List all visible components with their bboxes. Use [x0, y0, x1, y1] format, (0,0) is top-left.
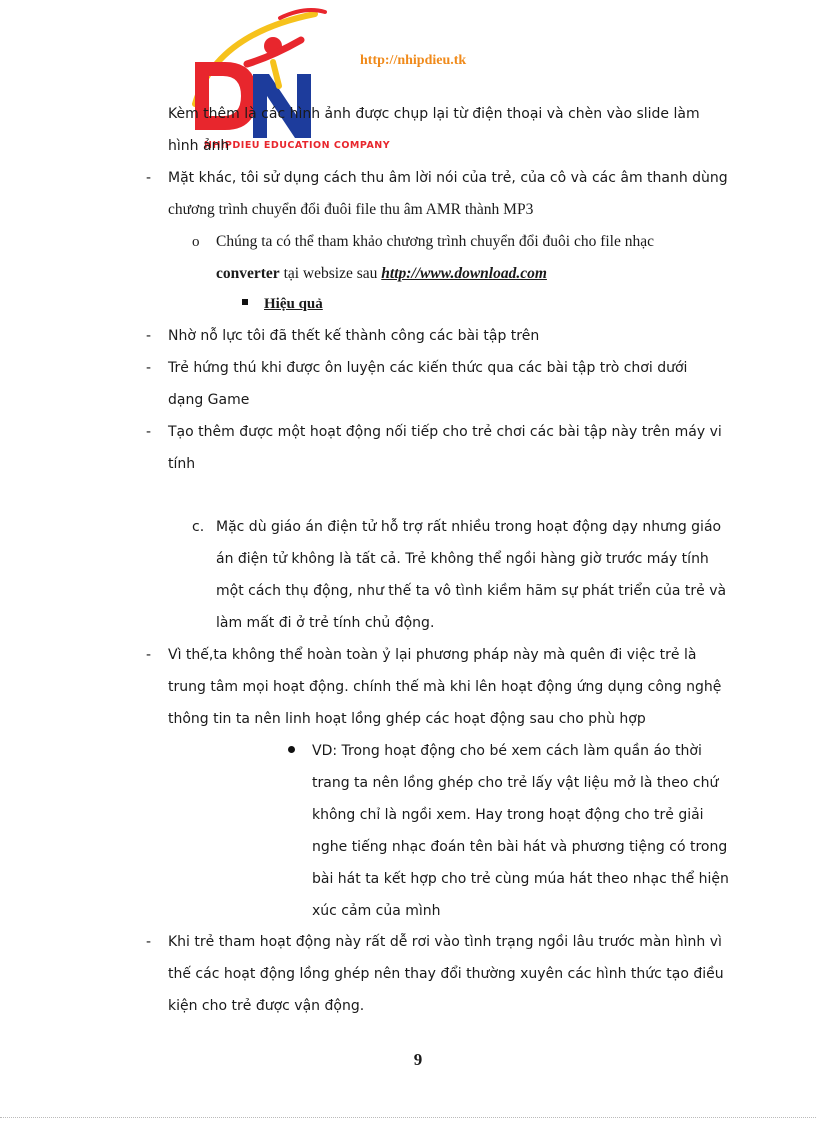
effect-2-line-1: Trẻ hứng thú khi được ôn luyện các kiến thức qua các bài tập trò chơi dưới	[168, 360, 688, 376]
footer-divider	[0, 1117, 816, 1118]
converter-bold: converter	[216, 265, 280, 282]
last-line-3: kiện cho trẻ được vận động.	[168, 998, 365, 1014]
logo-caption: NHIPDIEU EDUCATION COMPANY	[204, 140, 391, 151]
page-number: 9	[413, 1050, 423, 1069]
intro-line-2: hình ảnh	[168, 138, 230, 154]
point-c-line-4: làm mất đi ở trẻ tính chủ động.	[216, 615, 435, 631]
point-c-line-3: một cách thụ động, như thế ta vô tình kiềm hãm sự phát triển của trẻ và	[216, 583, 727, 599]
therefore-line-2: trung tâm mọi hoạt động. chính thế mà khi lên hoạt động ứng dụng công nghệ	[168, 679, 722, 695]
point-c-line-2: án điện tử không là tất cả. Trẻ không thể ngồi hàng giờ trước máy tính	[216, 551, 709, 567]
therefore-line-3: thông tin ta nên linh hoạt lồng ghép các hoạt động sau cho phù hợp	[168, 711, 646, 727]
converter-line-1: Chúng ta có thể tham khảo chương trình chuyển đổi đuôi cho file nhạc	[216, 233, 655, 250]
heading-effect: Hiệu quả	[264, 296, 323, 312]
bullet-dash: -	[146, 360, 152, 376]
example-line-4: nghe tiếng nhạc đoán tên bài hát và phương tiệng có trong	[312, 839, 728, 855]
point-c-label: c.	[192, 519, 205, 535]
example-line-6: xúc cảm của mình	[312, 903, 441, 919]
last-line-1: Khi trẻ tham hoạt động này rất dễ rơi vào tình trạng ngồi lâu trước màn hình vì	[168, 934, 722, 950]
bullet-dash: -	[146, 424, 152, 440]
audio-line-1: Mặt khác, tôi sử dụng cách thu âm lời nói của trẻ, của cô và các âm thanh dùng	[168, 170, 728, 186]
example-line-5: bài hát ta kết hợp cho trẻ cùng múa hát theo nhạc thể hiện	[312, 871, 729, 887]
bullet-dash: -	[146, 328, 152, 344]
bullet-dash: -	[146, 934, 152, 950]
therefore-line-1: Vì thế,ta không thể hoàn toàn ỷ lại phương pháp này mà quên đi việc trẻ là	[168, 647, 697, 663]
point-c-line-1: Mặc dù giáo án điện tử hỗ trợ rất nhiều trong hoạt động dạy nhưng giáo	[216, 519, 722, 535]
intro-line-1: Kèm thêm là các hình ảnh được chụp lại từ điện thoại và chèn vào slide làm	[168, 106, 700, 122]
bullet-dash: -	[146, 170, 152, 186]
round-bullet-icon	[288, 746, 295, 753]
audio-line-2: chương trình chuyển đổi đuôi file thu âm AMR thành MP3	[168, 201, 534, 218]
example-line-1: VD: Trong hoạt động cho bé xem cách làm quần áo thời	[312, 743, 702, 759]
last-line-2: thế các hoạt động lồng ghép nên thay đổi thường xuyên các hình thức tạo điều	[168, 966, 724, 982]
bullet-dash: -	[146, 647, 152, 663]
converter-mid: tại websize sau	[279, 265, 382, 282]
download-link[interactable]: http://www.download.com	[381, 265, 547, 282]
header-url[interactable]: http://nhipdieu.tk	[360, 53, 467, 68]
effect-1-line-1: Nhờ nỗ lực tôi đã thết kế thành công các bài tập trên	[168, 328, 540, 344]
converter-line-2	[216, 258, 547, 290]
example-line-3: không chỉ là ngồi xem. Hay trong hoạt động cho trẻ giải	[312, 807, 704, 823]
effect-3-line-1: Tạo thêm được một hoạt động nối tiếp cho trẻ chơi các bài tập này trên máy vi	[168, 424, 722, 440]
example-line-2: trang ta nên lồng ghép cho trẻ lấy vật liệu mở là theo chứ	[312, 775, 719, 791]
square-bullet-icon	[242, 299, 248, 305]
sub-bullet-marker: o	[192, 234, 200, 250]
effect-2-line-2: dạng Game	[168, 392, 250, 408]
effect-3-line-2: tính	[168, 456, 196, 472]
